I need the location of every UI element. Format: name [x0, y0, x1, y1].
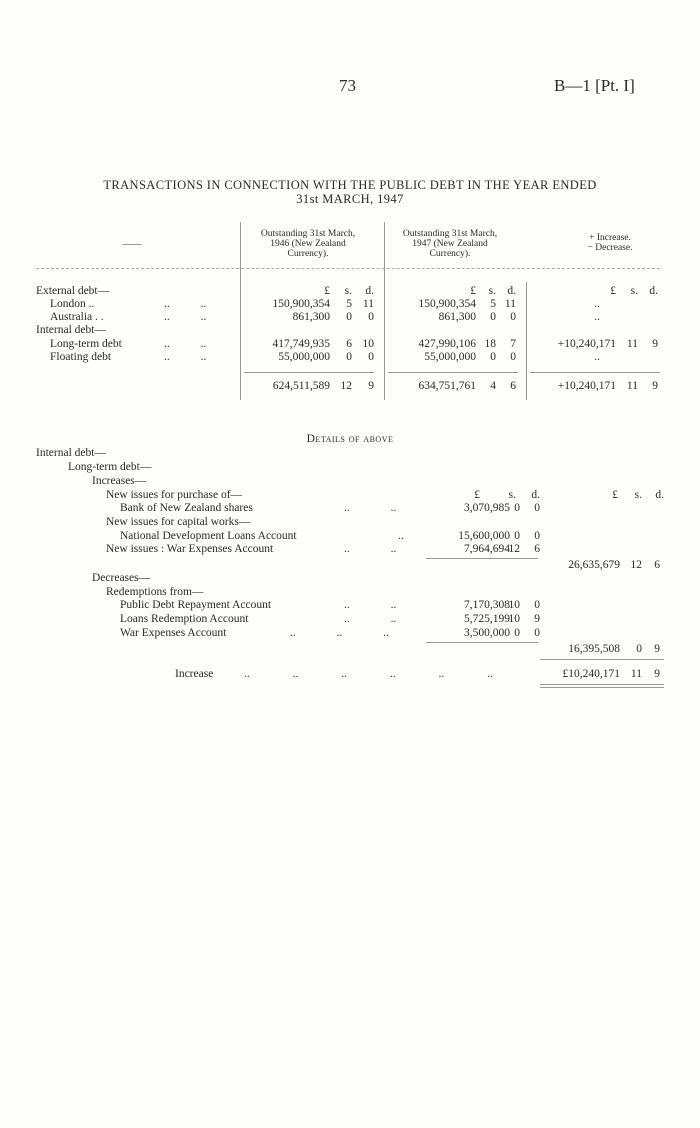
details-decreases: Decreases—	[92, 572, 151, 584]
col-change-header: + Increase. − Decrease.	[587, 233, 633, 253]
subtotal-rule	[426, 558, 538, 559]
details-increases: Increases—	[92, 475, 147, 487]
details-internal-debt: Internal debt—	[36, 447, 106, 459]
details-new-issues-purchase: New issues for purchase of—	[106, 489, 243, 501]
header-rule	[36, 268, 660, 269]
col-1947-header: Outstanding 31st March, 1947 (New Zealand Currency).	[402, 229, 498, 259]
page-number: 73	[339, 76, 356, 95]
table-title-date: 31st MARCH, 1947	[296, 192, 404, 206]
net-rule	[540, 659, 664, 660]
details-new-issues-capital: New issues for capital works—	[106, 516, 251, 528]
col-1946-header: Outstanding 31st March, 1946 (New Zealand Currency).	[260, 229, 356, 259]
table-title: TRANSACTIONS IN CONNECTION WITH THE PUBLIC DEBT IN THE YEAR ENDED	[103, 178, 597, 192]
total-rule	[530, 372, 660, 373]
double-rule-bottom	[540, 687, 664, 688]
details-redemptions-from: Redemptions from—	[106, 586, 204, 598]
label-column-header: ——	[122, 240, 142, 250]
document-reference: B—1 [Pt. I]	[554, 76, 635, 95]
total-rule	[244, 372, 374, 373]
double-rule-top	[540, 684, 664, 685]
column-rule	[240, 222, 241, 400]
column-rule	[526, 282, 527, 400]
group-internal-debt: Internal debt—	[36, 324, 106, 336]
subtotal-rule	[426, 642, 538, 643]
total-rule	[388, 372, 518, 373]
column-rule	[384, 222, 385, 400]
details-heading: Details of above	[306, 433, 394, 445]
group-external-debt: External debt—	[36, 285, 110, 297]
details-long-term-debt: Long-term debt—	[68, 461, 152, 473]
